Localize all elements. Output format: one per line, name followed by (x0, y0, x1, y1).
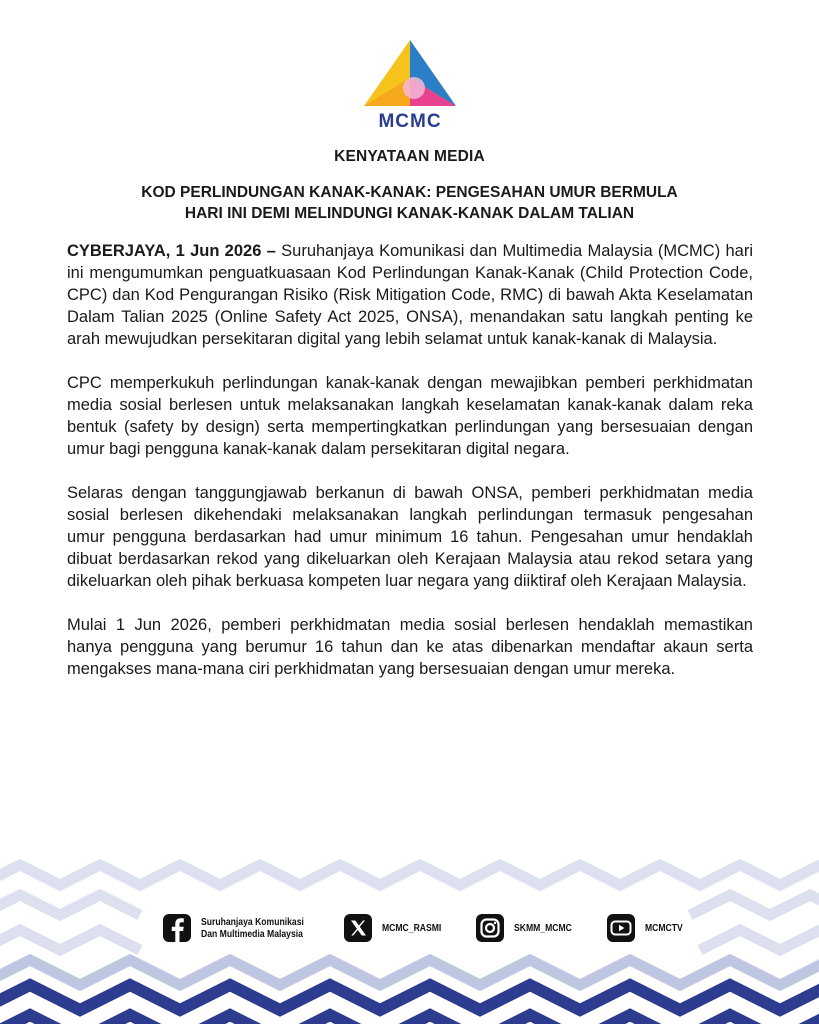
social-instagram[interactable] (475, 911, 585, 945)
social-youtube[interactable] (606, 911, 691, 945)
paragraph-4: Mulai 1 Jun 2026, pemberi perkhidmatan media sosial berlesen hendaklah memastikan hanya pengguna yang berumur 16 tahun dan ke atas dibenarkan mendaftar akaun serta mengakses mana-mana ciri perkhidmatan yang bersesuaian dengan umur mereka. (67, 616, 753, 678)
social-x[interactable] (343, 911, 454, 945)
title-line-2: HARI INI DEMI MELINDUNGI KANAK-KANAK DALAM TALIAN (184, 205, 635, 222)
paragraph-1 (67, 240, 753, 350)
facebook-label-line-1: Suruhanjaya Komunikasi (201, 916, 304, 928)
title-line-1: KOD PERLINDUNGAN KANAK-KANAK: PENGESAHAN UMUR BERMULA (141, 184, 678, 201)
facebook-icon (162, 913, 192, 943)
facebook-label (201, 916, 304, 940)
facebook-label-line-2: Dan Multimedia Malaysia (201, 928, 303, 940)
paragraph-1-text: Suruhanjaya Komunikasi dan Multimedia Malaysia (MCMC) hari ini mengumumkan penguatkuasaan Kod Perlindungan Kanak-Kanak (Child Protection Code, CPC) dan Kod Pengurangan Risiko (Risk Mitigation Code, RMC) di bawah Akta Keselamatan Dalam Talian 2025 (Online Safety Act 2025, ONSA), menandakan satu langkah penting ke arah mewujudkan persekitaran digital yang lebih selamat untuk kanak-kanak di Malaysia. (67, 242, 754, 348)
logo-wordmark: MCMC (378, 111, 442, 130)
dateline: CYBERJAYA, 1 Jun 2026 – (67, 242, 276, 260)
mcmc-logo (356, 38, 464, 130)
paragraph-2: CPC memperkukuh perlindungan kanak-kanak dengan mewajibkan pemberi perkhidmatan media sosial berlesen untuk melaksanakan langkah keselamatan kanak-kanak dalam reka bentuk (safety by design) serta mempertingkatkan perlindungan yang bersesuaian dengan umur bagi pengguna kanak-kanak dalam persekitaran digital negara. (67, 374, 753, 458)
instagram-handle: SKMM_MCMC (514, 922, 572, 934)
social-facebook[interactable] (162, 911, 326, 945)
document-title (0, 182, 819, 224)
document-label: KENYATAAN MEDIA (334, 148, 485, 165)
x-icon (343, 913, 373, 943)
youtube-icon (606, 913, 636, 943)
x-handle: MCMC_RASMI (382, 922, 442, 934)
press-release-body (67, 240, 753, 680)
paragraph-3: Selaras dengan tanggungjawab berkanun di bawah ONSA, pemberi perkhidmatan media sosial berlesen dikehendaki melaksanakan langkah perlindungan termasuk pengesahan umur pengguna berdasarkan had umur minimum 16 tahun. Pengesahan umur hendaklah dibuat berdasarkan rekod yang dikeluarkan oleh Kerajaan Malaysia atau rekod setara yang dikeluarkan oleh pihak berkuasa kompeten luar negara yang diiktiraf oleh Kerajaan Malaysia. (67, 484, 753, 590)
instagram-icon (475, 913, 505, 943)
youtube-handle: MCMCTV (645, 922, 683, 934)
